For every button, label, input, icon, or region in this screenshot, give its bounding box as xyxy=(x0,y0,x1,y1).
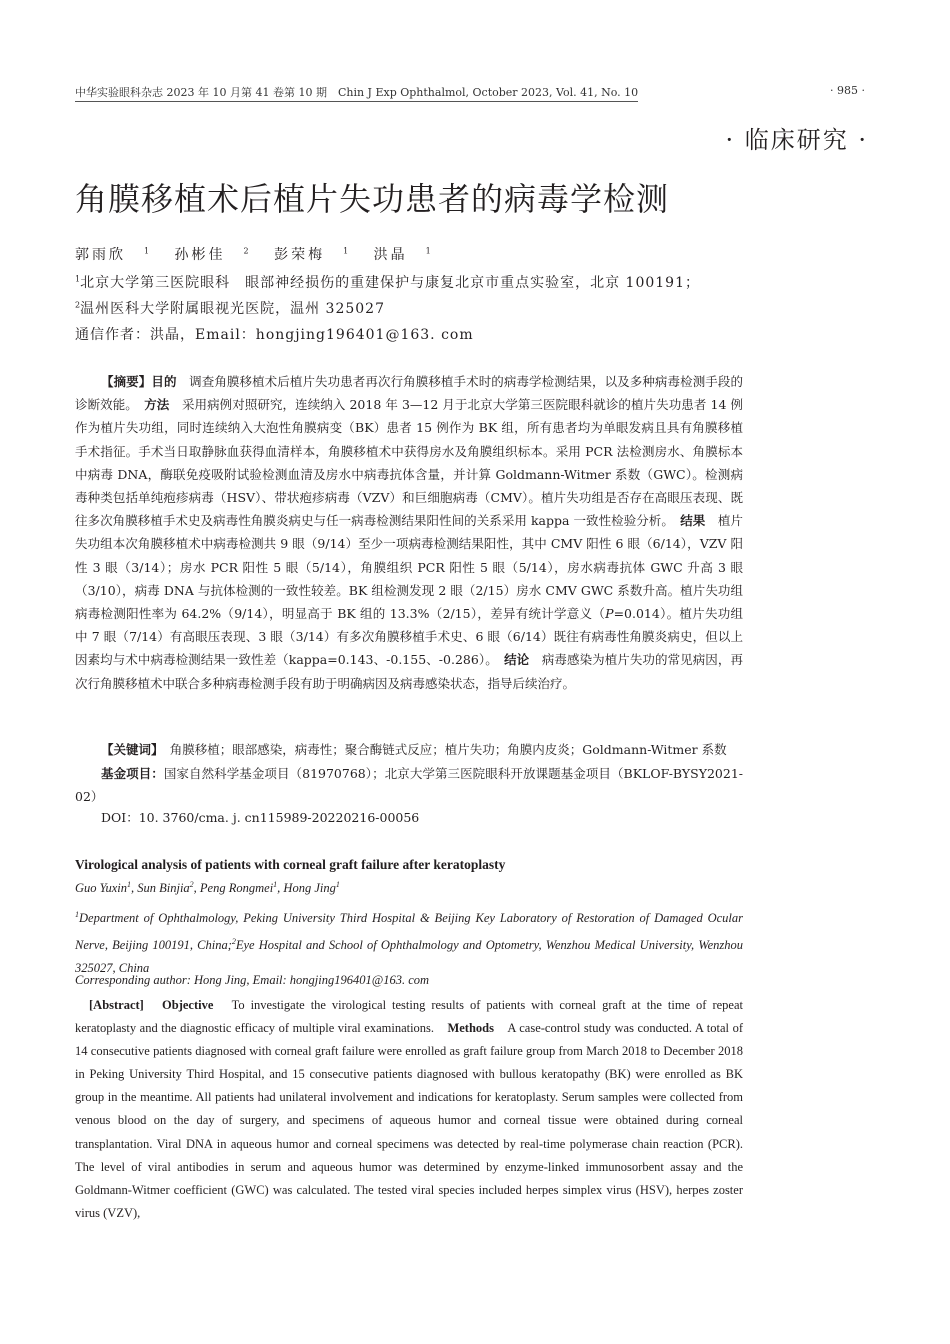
english-title: Virological analysis of patients with corneal graft failure after keratoplasty xyxy=(75,857,506,872)
author-list xyxy=(75,244,449,264)
abstract-conclusion-label: 结论 xyxy=(504,652,530,668)
english-affiliations: $^1$Department of Ophthalmology, Peking University Third Hospital & Beijing Key Laboratory of Restoration of Damaged Ocular Nerve, Beijing 100191, China;$^2$Eye Hospital and School of Ophthalmology and Optometry, Wenzhou Medical University, Wenzhou 325027, China xyxy=(75,910,744,976)
corresponding-author: 通信作者：洪晶，Email：hongjing196401@163. com xyxy=(75,327,474,343)
author: 孙彬佳 $^2$ xyxy=(174,246,249,263)
abstract-cn: 【摘要】目的 调查角膜移植术后植片失功患者再次行角膜移植手术时的病毒学检测结果，以及多种病毒检测手段的诊断效能。 方法 采用病例对照研究，连续纳入 2018 年 3—12 月于北京大学第三医院眼科就诊的植片失功患者 14 例作为植片失功组，同时连续纳入大泡性角膜病变（BK）患者 15 例作为 BK 组，所有患者均为单眼发病且具有角膜移植手术指征。手术当日取静脉血获得血清样本，角膜移植术中获得房水及角膜组织标本。采用 PCR 法检测房水、角膜标本中病毒 DNA，酶联免疫吸附试验检测血清及房水中病毒抗体含量，并计算 Goldmann-Witmer 系数（GWC）。检测病毒种类包括单纯疱疹病毒（HSV）、带状疱疹病毒（VZV）和巨细胞病毒（CMV）。植片失功组是否存在高眼压表现、既往多次角膜移植手术史及病毒性角膜炎病史与任一病毒检测结果阳性间的关系采用 kappa 一致性检验分析。 结果 植片失功组本次角膜移植术中病毒检测共 9 眼（9/14）至少一项病毒检测结果阳性，其中 CMV 阳性 6 眼（6/14），VZV 阳性 3 眼（3/14）；房水 PCR 阳性 5 眼（5/14），角膜组织 PCR 阳性 5 眼（5/14），房水病毒抗体 GWC 升高 3 眼（3/10），病毒 DNA 与抗体检测的一致性较差。BK 组检测发现 2 眼（2/15）房水 CMV GWC 系数升高。植片失功组病毒检测阳性率为 64.2%（9/14），明显高于 BK 组的 13.3%（2/15），差异有统计学意义（P=0.014）。植片失功组中 7 眼（7/14）有高眼压表现、3 眼（3/14）有多次角膜移植手术史、6 眼（6/14）既往有病毒性角膜炎病史，但以上因素均与术中病毒检测结果一致性差（kappa=0.143、-0.155、-0.286）。 结论 病毒感染为植片失功的常见病因，再次行角膜移植术中联合多种病毒检测手段有助于明确病因及病毒感染状态，指导后续治疗。 xyxy=(75,374,743,691)
abstract-methods-label: 方法 xyxy=(144,397,170,413)
affiliation-2: $^2$温州医科大学附属眼视光医院，温州 325027 xyxy=(75,300,385,317)
funding-cn: 基金项目：国家自然科学基金项目（81970768）；北京大学第三医院眼科开放课题基金项目（BKLOF-BYSY2021-02） xyxy=(75,766,743,805)
english-author-list: Guo Yuxin$^1$, Sun Binjia$^2$, Peng Rongmei$^1$, Hong Jing$^1$ xyxy=(75,880,340,896)
section-label: · 临床研究 · xyxy=(725,126,868,154)
author: 彭荣梅 $^1$ xyxy=(274,246,349,263)
english-corresponding-author: Corresponding author: Hong Jing, Email: hongjing196401@163. com xyxy=(75,973,430,987)
article-title: 角膜移植术后植片失功患者的病毒学检测 xyxy=(75,180,670,218)
abstract-en-objective-label: Objective xyxy=(162,998,214,1012)
journal-citation: 中华实验眼科杂志 2023 年 10 月第 41 卷第 10 期 Chin J Exp Ophthalmol, October 2023, Vol. 41, No. 10 xyxy=(75,84,638,102)
keywords-cn: 【关键词】 角膜移植；眼部感染，病毒性；聚合酶链式反应；植片失功；角膜内皮炎；Goldmann-Witmer 系数 xyxy=(101,742,727,757)
page-number: · 985 · xyxy=(830,84,865,97)
abstract-en-methods-label: Methods xyxy=(447,1021,494,1036)
author: 洪晶 $^1$ xyxy=(373,246,431,263)
abstract-en-label: [Abstract] xyxy=(89,998,144,1012)
author: 郭雨欣 $^1$ xyxy=(75,246,150,263)
affiliation-1: $^1$北京大学第三医院眼科 眼部神经损伤的重建保护与康复北京市重点实验室，北京 100191； xyxy=(75,274,700,291)
abstract-results-label: 结果 xyxy=(680,513,706,529)
abstract-objective-label: 【摘要】目的 xyxy=(101,374,177,389)
abstract-en: [Abstract] Objective To investigate the virological testing results of patients with corneal graft at the time of repeat keratoplasty and the diagnostic efficacy of multiple viral examinations. Methods A case-control study was conducted. A total of 14 consecutive patients diagnosed with corneal graft failure were enrolled as graft failure group from March 2018 to December 2018 in Peking University Third Hospital, and 15 consecutive patients diagnosed with bullous keratopathy (BK) were enrolled as BK group in the meantime. All patients had unilateral involvement and indications for keratoplasty. Serum samples were collected from venous blood on the day of surgery, and specimens of aqueous humor and corneal tissue were obtained during corneal transplantation. Viral DNA in aqueous humor and corneal specimens was detected by real-time polymerase chain reaction (PCR). The level of viral antibodies in serum and aqueous humor was determined by enzyme-linked immunosorbent assay and the Goldmann-Witmer coefficient (GWC) was calculated. The tested viral species included herpes simplex virus (HSV), herpes zoster virus (VZV), xyxy=(75,998,743,1220)
doi: DOI：10. 3760/cma. j. cn115989-20220216-00056 xyxy=(101,810,420,825)
